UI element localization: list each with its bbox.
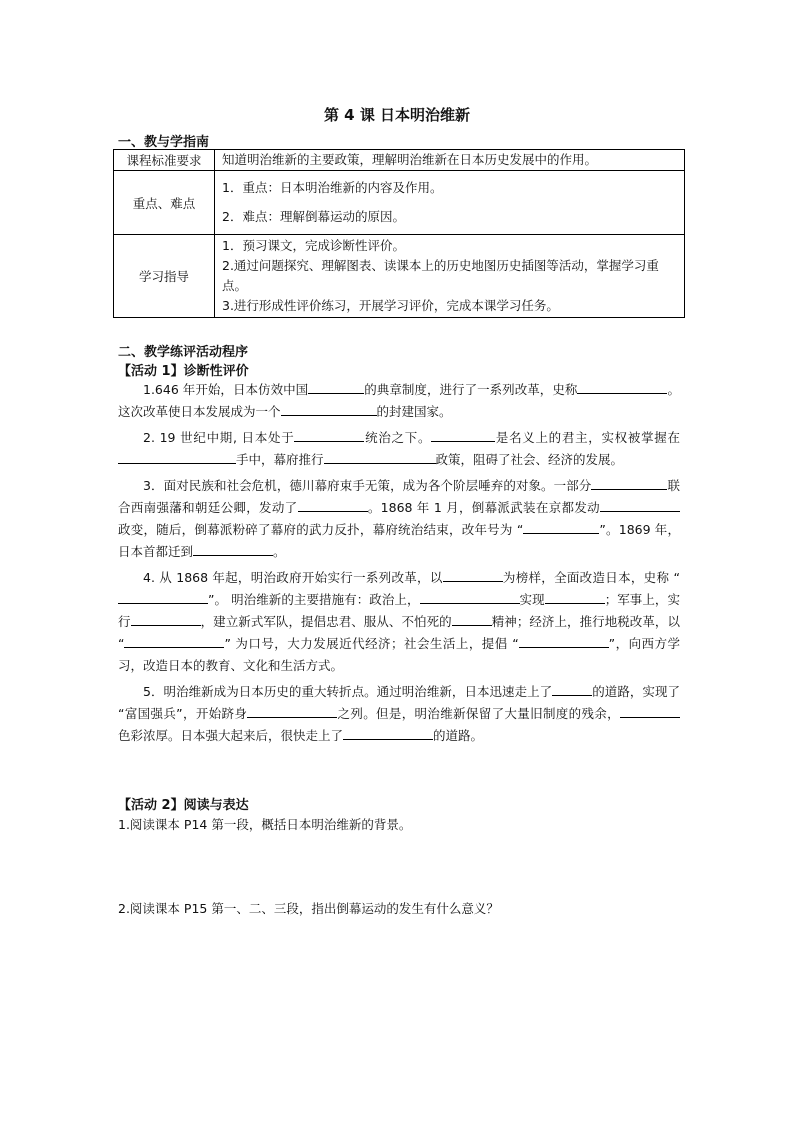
answer-blank[interactable] bbox=[118, 449, 236, 464]
answer-blank[interactable] bbox=[281, 401, 377, 416]
answer-blank[interactable] bbox=[118, 589, 208, 604]
answer-blank[interactable] bbox=[620, 703, 680, 718]
answer-blank[interactable] bbox=[431, 427, 495, 442]
study-guide-line: 3.进行形成性评价练习，开展学习评价，完成本课学习任务。 bbox=[222, 298, 559, 313]
answer-blank[interactable] bbox=[294, 427, 364, 442]
answer-blank[interactable] bbox=[519, 633, 609, 648]
answer-blank[interactable] bbox=[124, 633, 224, 648]
activity-1-heading: 【活动 1】诊断性评价 bbox=[118, 364, 249, 379]
row-value-key-points bbox=[215, 171, 685, 235]
study-guide-line: 2.通过问题探究、理解图表、读课本上的历史地图历史插图等活动，掌握学习重点。 bbox=[222, 258, 659, 293]
table-row bbox=[114, 235, 685, 318]
question-3: 3．面对民族和社会危机，德川幕府束手无策，成为各个阶层唾弃的对象。一部分 联合西南强藩和朝廷公卿，发动了 。1868 年 1 月，倒幕派武装在京都发动政变，随后，倒幕派粉碎了幕府的武力反扑，幕府统治结束，改年号为 “ ”。1869 年，日本首都迁到 。 bbox=[118, 475, 680, 563]
section-heading-guide: 一、教与学指南 bbox=[118, 135, 210, 150]
difficult-point-line: 2．难点：理解倒幕运动的原因。 bbox=[222, 209, 405, 224]
table-row bbox=[114, 171, 685, 235]
row-label-key-points: 重点、难点 bbox=[114, 171, 215, 235]
answer-blank[interactable] bbox=[452, 611, 492, 626]
answer-blank[interactable] bbox=[193, 541, 273, 556]
answer-blank[interactable] bbox=[577, 379, 667, 394]
diagnostic-questions bbox=[118, 379, 680, 747]
row-value-standard: 知道明治维新的主要政策，理解明治维新在日本历史发展中的作用。 bbox=[215, 150, 685, 171]
answer-blank[interactable] bbox=[420, 589, 520, 604]
question-1: 1.646 年开始，日本仿效中国 的典章制度，进行了一系列改革，史称 。这次改革使日本发展成为一个 的封建国家。 bbox=[118, 379, 680, 423]
answer-blank[interactable] bbox=[591, 475, 667, 490]
study-guide-line: 1．预习课文，完成诊断性评价。 bbox=[222, 238, 405, 253]
row-value-study-guide bbox=[215, 235, 685, 318]
activity-2-heading: 【活动 2】阅读与表达 bbox=[118, 798, 249, 813]
answer-blank[interactable] bbox=[324, 449, 436, 464]
reading-question-2: 2.阅读课本 P15 第一、二、三段，指出倒幕运动的发生有什么意义？ bbox=[118, 901, 499, 916]
key-point-line: 1．重点：日本明治维新的内容及作用。 bbox=[222, 180, 443, 195]
question-2: 2. 19 世纪中期, 日本处于 统治之下。 是名义上的君主，实权被掌握在手中，幕府推行 政策，阻碍了社会、经济的发展。 bbox=[118, 427, 680, 471]
table-row bbox=[114, 150, 685, 171]
reading-question-1: 1.阅读课本 P14 第一段，概括日本明治维新的背景。 bbox=[118, 817, 412, 832]
answer-blank[interactable] bbox=[443, 567, 503, 582]
answer-blank[interactable] bbox=[600, 497, 680, 512]
page-title: 第 4 课 日本明治维新 bbox=[323, 106, 471, 124]
row-label-standard: 课程标准要求 bbox=[114, 150, 215, 171]
question-5: 5．明治维新成为日本历史的重大转折点。通过明治维新，日本迅速走上了 的道路，实现了 “富国强兵”，开始跻身 之列。但是，明治维新保留了大量旧制度的残余，色彩浓厚。日本强大起来后，很快走上了 的道路。 bbox=[118, 681, 680, 747]
guide-table bbox=[113, 149, 685, 318]
answer-blank[interactable] bbox=[298, 497, 368, 512]
answer-blank[interactable] bbox=[545, 589, 605, 604]
answer-blank[interactable] bbox=[308, 379, 364, 394]
question-4: 4. 从 1868 年起，明治政府开始实行一系列改革，以 为榜样，全面改造日本，史称 “”。 明治维新的主要措施有：政治上， 实现 ；军事上，实行 ，建立新式军队，提倡忠君、服从、不怕死的 精神；经济上，推行地税改革，以 “ ” 为口号，大力发展近代经济；社会生活上，提倡 “ ”，向西方学习，改造日本的教育、文化和生活方式。 bbox=[118, 567, 680, 677]
answer-blank[interactable] bbox=[523, 519, 599, 534]
answer-blank[interactable] bbox=[343, 725, 433, 740]
answer-blank[interactable] bbox=[131, 611, 201, 626]
row-label-study-guide: 学习指导 bbox=[114, 235, 215, 318]
section-heading-activities: 二、教学练评活动程序 bbox=[118, 345, 249, 360]
answer-blank[interactable] bbox=[552, 681, 592, 696]
answer-blank[interactable] bbox=[247, 703, 337, 718]
